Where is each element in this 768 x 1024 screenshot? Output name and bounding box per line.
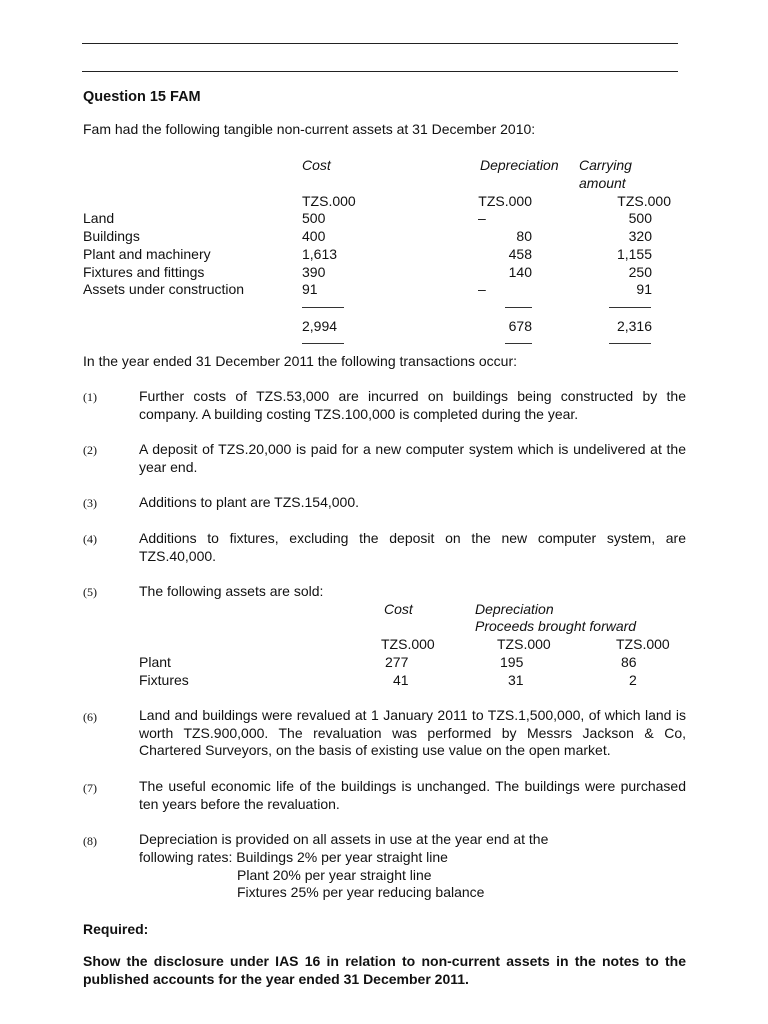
col-header-cost: Cost — [302, 157, 331, 173]
asset-carrying: 91 — [636, 281, 652, 297]
item-text: Additions to fixtures, excluding the deposit on the new computer system, are TZS.40,000. — [139, 530, 686, 564]
second-rule — [82, 71, 678, 72]
item-text: The following assets are sold: — [139, 583, 324, 599]
item-text-line-2: following rates: Buildings 2% per year straight line — [139, 849, 448, 865]
subtotal-rule-carrying — [609, 307, 651, 308]
intro-text: Fam had the following tangible non-current assets at 31 December 2010: — [83, 121, 536, 137]
asset-cost: 91 — [302, 281, 318, 297]
asset-label: Assets under construction — [83, 281, 245, 297]
asset-carrying: 500 — [628, 210, 652, 226]
asset-label: Plant and machinery — [83, 246, 211, 262]
asset-carrying: 320 — [628, 228, 652, 244]
col-header-depreciation: Depreciation — [480, 157, 559, 173]
asset-cost: 400 — [302, 228, 326, 244]
item-text: Further costs of TZS.53,000 are incurred on buildings being constructed by the company. A building costing TZS.100,000 is completed during the year. — [139, 388, 686, 422]
item-number: (8) — [83, 834, 97, 848]
item-text: Land and buildings were revalued at 1 January 2011 to TZS.1,500,000, of which land is worth TZS.900,000. The revaluation was performed by Messrs Jackson & Co, Chartered Surveyors, on the basis of existing use value on the open market. — [139, 707, 686, 758]
required-text: Show the disclosure under IAS 16 in relation to non-current assets in the notes to the published accounts for the year ended 31 December 2011. — [83, 953, 686, 987]
col-header-carrying-amount: amount — [579, 175, 626, 191]
asset-label: Fixtures and fittings — [83, 264, 205, 280]
asset-cost: 1,613 — [302, 246, 338, 262]
total-rule-carrying — [609, 343, 651, 344]
sold-depreciation: 195 — [500, 654, 524, 670]
question-heading: Question 15 FAM — [83, 89, 201, 105]
unit-cost: TZS.000 — [302, 193, 356, 209]
item-text: Additions to plant are TZS.154,000. — [139, 494, 359, 510]
item-text-line-1: Depreciation is provided on all assets in use at the year end at the — [139, 831, 549, 847]
item-number: (3) — [83, 496, 97, 510]
sold-unit-proceeds: TZS.000 — [616, 636, 670, 652]
sold-unit-cost: TZS.000 — [381, 636, 435, 652]
item-text-line-3: Plant 20% per year straight line — [237, 867, 432, 883]
item-number: (5) — [83, 585, 97, 599]
sold-cost: 277 — [385, 654, 409, 670]
subtotal-rule-cost — [302, 307, 344, 308]
sold-header-proceeds: Proceeds brought forward — [475, 618, 637, 634]
asset-carrying: 250 — [628, 264, 652, 280]
item-text: The useful economic life of the buildings is unchanged. The buildings were purchased ten years before the revaluation. — [139, 778, 686, 812]
required-label: Required: — [83, 921, 149, 937]
asset-depreciation: 80 — [516, 228, 532, 244]
subtotal-rule-depreciation — [505, 307, 532, 308]
item-number: (4) — [83, 532, 97, 546]
sold-unit-depreciation: TZS.000 — [497, 636, 551, 652]
sold-label: Fixtures — [139, 672, 189, 688]
item-text-line-4: Fixtures 25% per year reducing balance — [237, 884, 485, 900]
asset-depreciation: – — [478, 210, 486, 226]
asset-label: Land — [83, 210, 115, 226]
sold-header-cost: Cost — [384, 601, 413, 617]
sold-depreciation: 31 — [508, 672, 524, 688]
sold-label: Plant — [139, 654, 171, 670]
item-number: (1) — [83, 390, 97, 404]
asset-label: Buildings — [83, 228, 140, 244]
item-number: (6) — [83, 710, 97, 724]
asset-carrying: 1,155 — [616, 246, 652, 262]
item-text: A deposit of TZS.20,000 is paid for a new computer system which is undelivered at the year end. — [139, 441, 686, 475]
unit-carrying: TZS.000 — [617, 193, 671, 209]
sold-proceeds: 2 — [629, 672, 637, 688]
sold-header-depreciation: Depreciation — [475, 601, 554, 617]
total-carrying: 2,316 — [616, 318, 652, 334]
item-number: (7) — [83, 781, 97, 795]
asset-depreciation: – — [478, 281, 486, 297]
sold-cost: 41 — [393, 672, 409, 688]
unit-depreciation: TZS.000 — [478, 193, 532, 209]
total-rule-depreciation — [505, 343, 532, 344]
total-depreciation: 678 — [508, 318, 532, 334]
asset-cost: 390 — [302, 264, 326, 280]
transactions-intro: In the year ended 31 December 2011 the following transactions occur: — [83, 353, 517, 369]
asset-depreciation: 458 — [508, 246, 532, 262]
sold-proceeds: 86 — [621, 654, 637, 670]
asset-depreciation: 140 — [508, 264, 532, 280]
col-header-carrying: Carrying — [579, 157, 632, 173]
total-cost: 2,994 — [302, 318, 338, 334]
asset-cost: 500 — [302, 210, 326, 226]
total-rule-cost — [302, 343, 344, 344]
item-number: (2) — [83, 443, 97, 457]
top-rule — [82, 43, 678, 44]
